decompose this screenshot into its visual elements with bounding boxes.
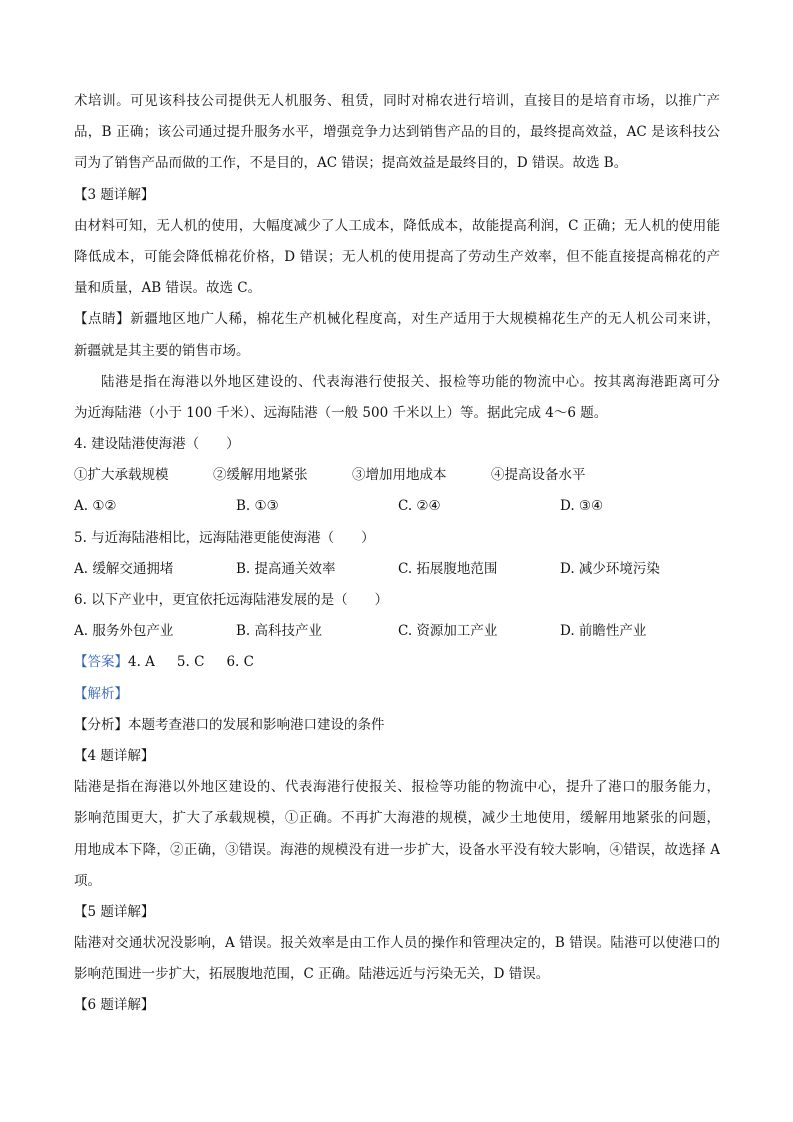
text-line: 【点睛】新疆地区地广人稀，棉花生产机械化程度高，对生产适用于大规模棉花生产的无人机公司来讲， <box>74 311 720 328</box>
question-4-stem: 4. 建设陆港使海港（ ） <box>74 436 240 453</box>
text-line: 量和质量，AB 错误。故选 C。 <box>74 280 262 297</box>
text-line: 陆港对交通状况没影响，A 错误。报关效率是由工作人员的操作和管理决定的，B 错误。陆港可以使港口的 <box>74 935 720 952</box>
q6-option: A. 服务外包产业 <box>74 623 174 640</box>
q4-option: D. ③④ <box>560 498 604 515</box>
analysis-summary: 【分析】本题考查港口的发展和影响港口建设的条件 <box>74 716 385 733</box>
answer-item: 6. C <box>226 654 254 671</box>
q4-item: ③增加用地成本 <box>352 467 447 484</box>
q5-option: D. 减少环境污染 <box>560 560 660 577</box>
section-heading-q5: 【5 题详解】 <box>74 903 155 920</box>
text-line: 新疆就是其主要的销售市场。 <box>74 342 250 359</box>
text-line: 陆港是指在海港以外地区建设的、代表海港行使报关、报检等功能的物流中心，提升了港口的服务能力， <box>74 779 720 796</box>
q6-option: C. 资源加工产业 <box>398 623 498 640</box>
text-line: 品，B 正确；该公司通过提升服务水平，增强竞争力达到销售产品的目的，最终提高效益，AC 是该科技公 <box>74 124 720 141</box>
text-line: 降低成本，可能会降低棉花价格，D 错误；无人机的使用提高了劳动生产效率，但不能直接提高棉花的产 <box>74 248 720 265</box>
analysis-tag: 【解析】 <box>74 685 128 702</box>
passage-line: 陆港是指在海港以外地区建设的、代表海港行使报关、报检等功能的物流中心。按其离海港距离可分 <box>101 373 720 390</box>
q6-option: D. 前瞻性产业 <box>560 623 647 640</box>
question-4-options <box>74 491 720 522</box>
text-line: 用地成本下降，②正确，③错误。海港的规模没有进一步扩大，设备水平没有较大影响，④错误，故选择 A <box>74 841 720 858</box>
q4-option: C. ②④ <box>398 498 441 515</box>
q4-item: ②缓解用地紧张 <box>213 467 308 484</box>
q6-option: B. 高科技产业 <box>236 623 323 640</box>
q4-option: A. ①② <box>74 498 117 515</box>
question-5-options <box>74 554 720 585</box>
answer-line <box>74 647 720 678</box>
section-heading-q4: 【4 题详解】 <box>74 747 155 764</box>
answer-item: 4. A <box>128 654 155 671</box>
passage-line: 为近海陆港（小于 100 千米）、远海陆港（一般 500 千米以上）等。据此完成 4～6 题。 <box>74 404 608 421</box>
q5-option: A. 缓解交通拥堵 <box>74 560 174 577</box>
q4-option: B. ①③ <box>236 498 279 515</box>
question-4-items <box>74 460 720 491</box>
section-heading-q3: 【3 题详解】 <box>74 186 155 203</box>
text-line: 影响范围进一步扩大，拓展腹地范围，C 正确。陆港远近与污染无关，D 错误。 <box>74 966 550 983</box>
answer-item: 5. C <box>176 654 205 671</box>
document-page <box>74 86 720 1022</box>
q4-item: ④提高设备水平 <box>491 467 586 484</box>
text-line: 由材料可知，无人机的使用，大幅度减少了人工成本，降低成本，故能提高利润，C 正确；无人机的使用能 <box>74 217 720 234</box>
question-5-stem: 5. 与近海陆港相比，远海陆港更能使海港（ ） <box>74 529 375 546</box>
question-6-stem: 6. 以下产业中，更宜依托远海陆港发展的是（ ） <box>74 592 389 608</box>
text-line: 影响范围更大，扩大了承载规模，①正确。不再扩大海港的规模，减少土地使用，缓解用地紧张的问题， <box>74 810 720 827</box>
text-line: 术培训。可见该科技公司提供无人机服务、租赁，同时对棉农进行培训，直接目的是培育市场，以推广产 <box>74 93 720 109</box>
answer-tag: 【答案】 <box>74 654 128 671</box>
q5-option: B. 提高通关效率 <box>236 560 336 577</box>
text-line: 项。 <box>74 872 101 889</box>
q4-item: ①扩大承载规模 <box>74 467 169 484</box>
section-heading-q6: 【6 题详解】 <box>74 997 155 1014</box>
text-line: 司为了销售产品而做的工作，不是目的，AC 错误；提高效益是最终目的，D 错误。故选 B。 <box>74 155 628 172</box>
q5-option: C. 拓展腹地范围 <box>398 560 498 577</box>
question-6-options <box>74 616 720 647</box>
